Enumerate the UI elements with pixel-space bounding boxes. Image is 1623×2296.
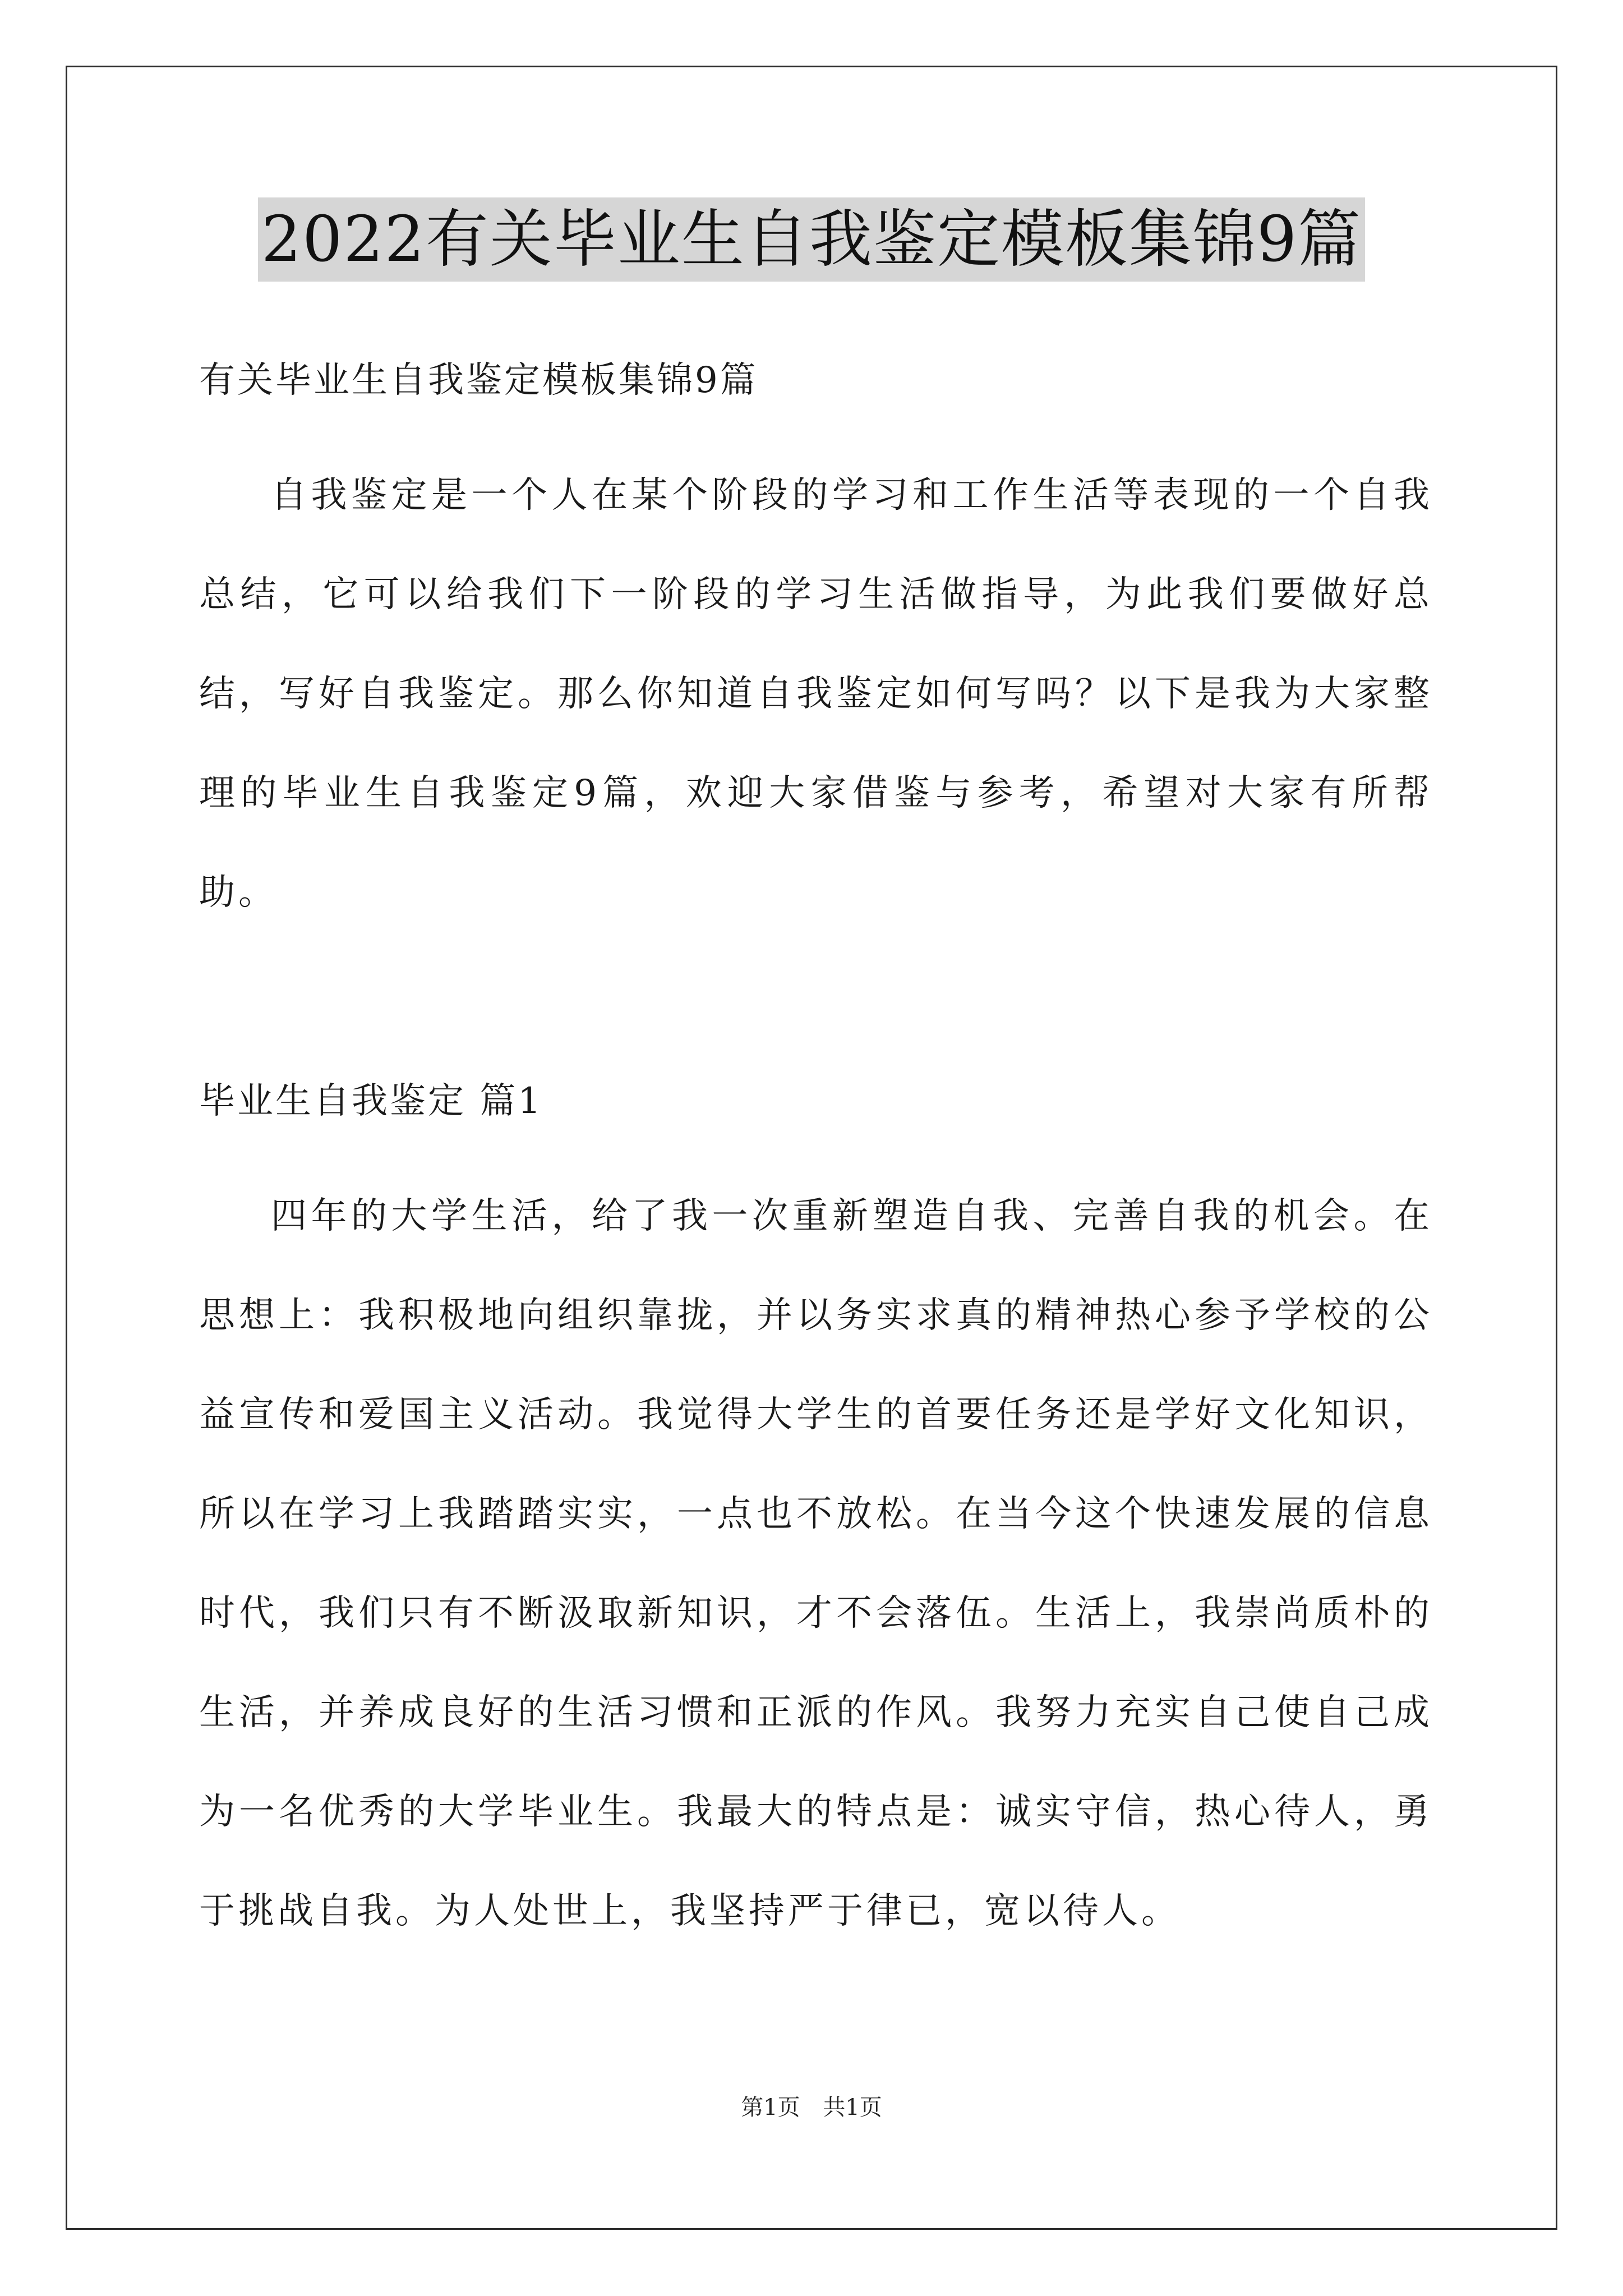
section-body — [199, 1167, 1433, 1961]
section-paragraph: 四年的大学生活，给了我一次重新塑造自我、完善自我的机会。在思想上：我积极地向组织靠拢，并以务实求真的精神热心参予学校的公益宣传和爱国主义活动。我觉得大学生的首要任务还是学好文化知识，所以在学习上我踏踏实实，一点也不放松。在当今这个快速发展的信息时代，我们只有不断汲取新知识，才不会落伍。生活上，我崇尚质朴的生活，并养成良好的生活习惯和正派的作风。我努力充实自己使自己成为一名优秀的大学毕业生。我最大的特点是：诚实守信，热心待人，勇于挑战自我。为人处世上，我坚持严于律已，宽以待人。 — [199, 1195, 1433, 1932]
intro-section — [199, 446, 1433, 942]
page-footer — [0, 2091, 1623, 2124]
page-number: 第1页 — [741, 2095, 800, 2120]
title-container — [0, 197, 1623, 282]
document-subtitle: 有关毕业生自我鉴定模板集锦9篇 — [199, 360, 758, 401]
document-title: 2022有关毕业生自我鉴定模板集锦9篇 — [258, 197, 1365, 282]
page-total: 共1页 — [823, 2095, 882, 2120]
intro-paragraph: 自我鉴定是一个人在某个阶段的学习和工作生活等表现的一个自我总结，它可以给我们下一阶段的学习生活做指导，为此我们要做好总结，写好自我鉴定。那么你知道自我鉴定如何写吗？以下是我为大家整理的毕业生自我鉴定9篇，欢迎大家借鉴与参考，希望对大家有所帮助。 — [199, 475, 1433, 913]
section-heading: 毕业生自我鉴定 篇1 — [199, 1080, 543, 1122]
